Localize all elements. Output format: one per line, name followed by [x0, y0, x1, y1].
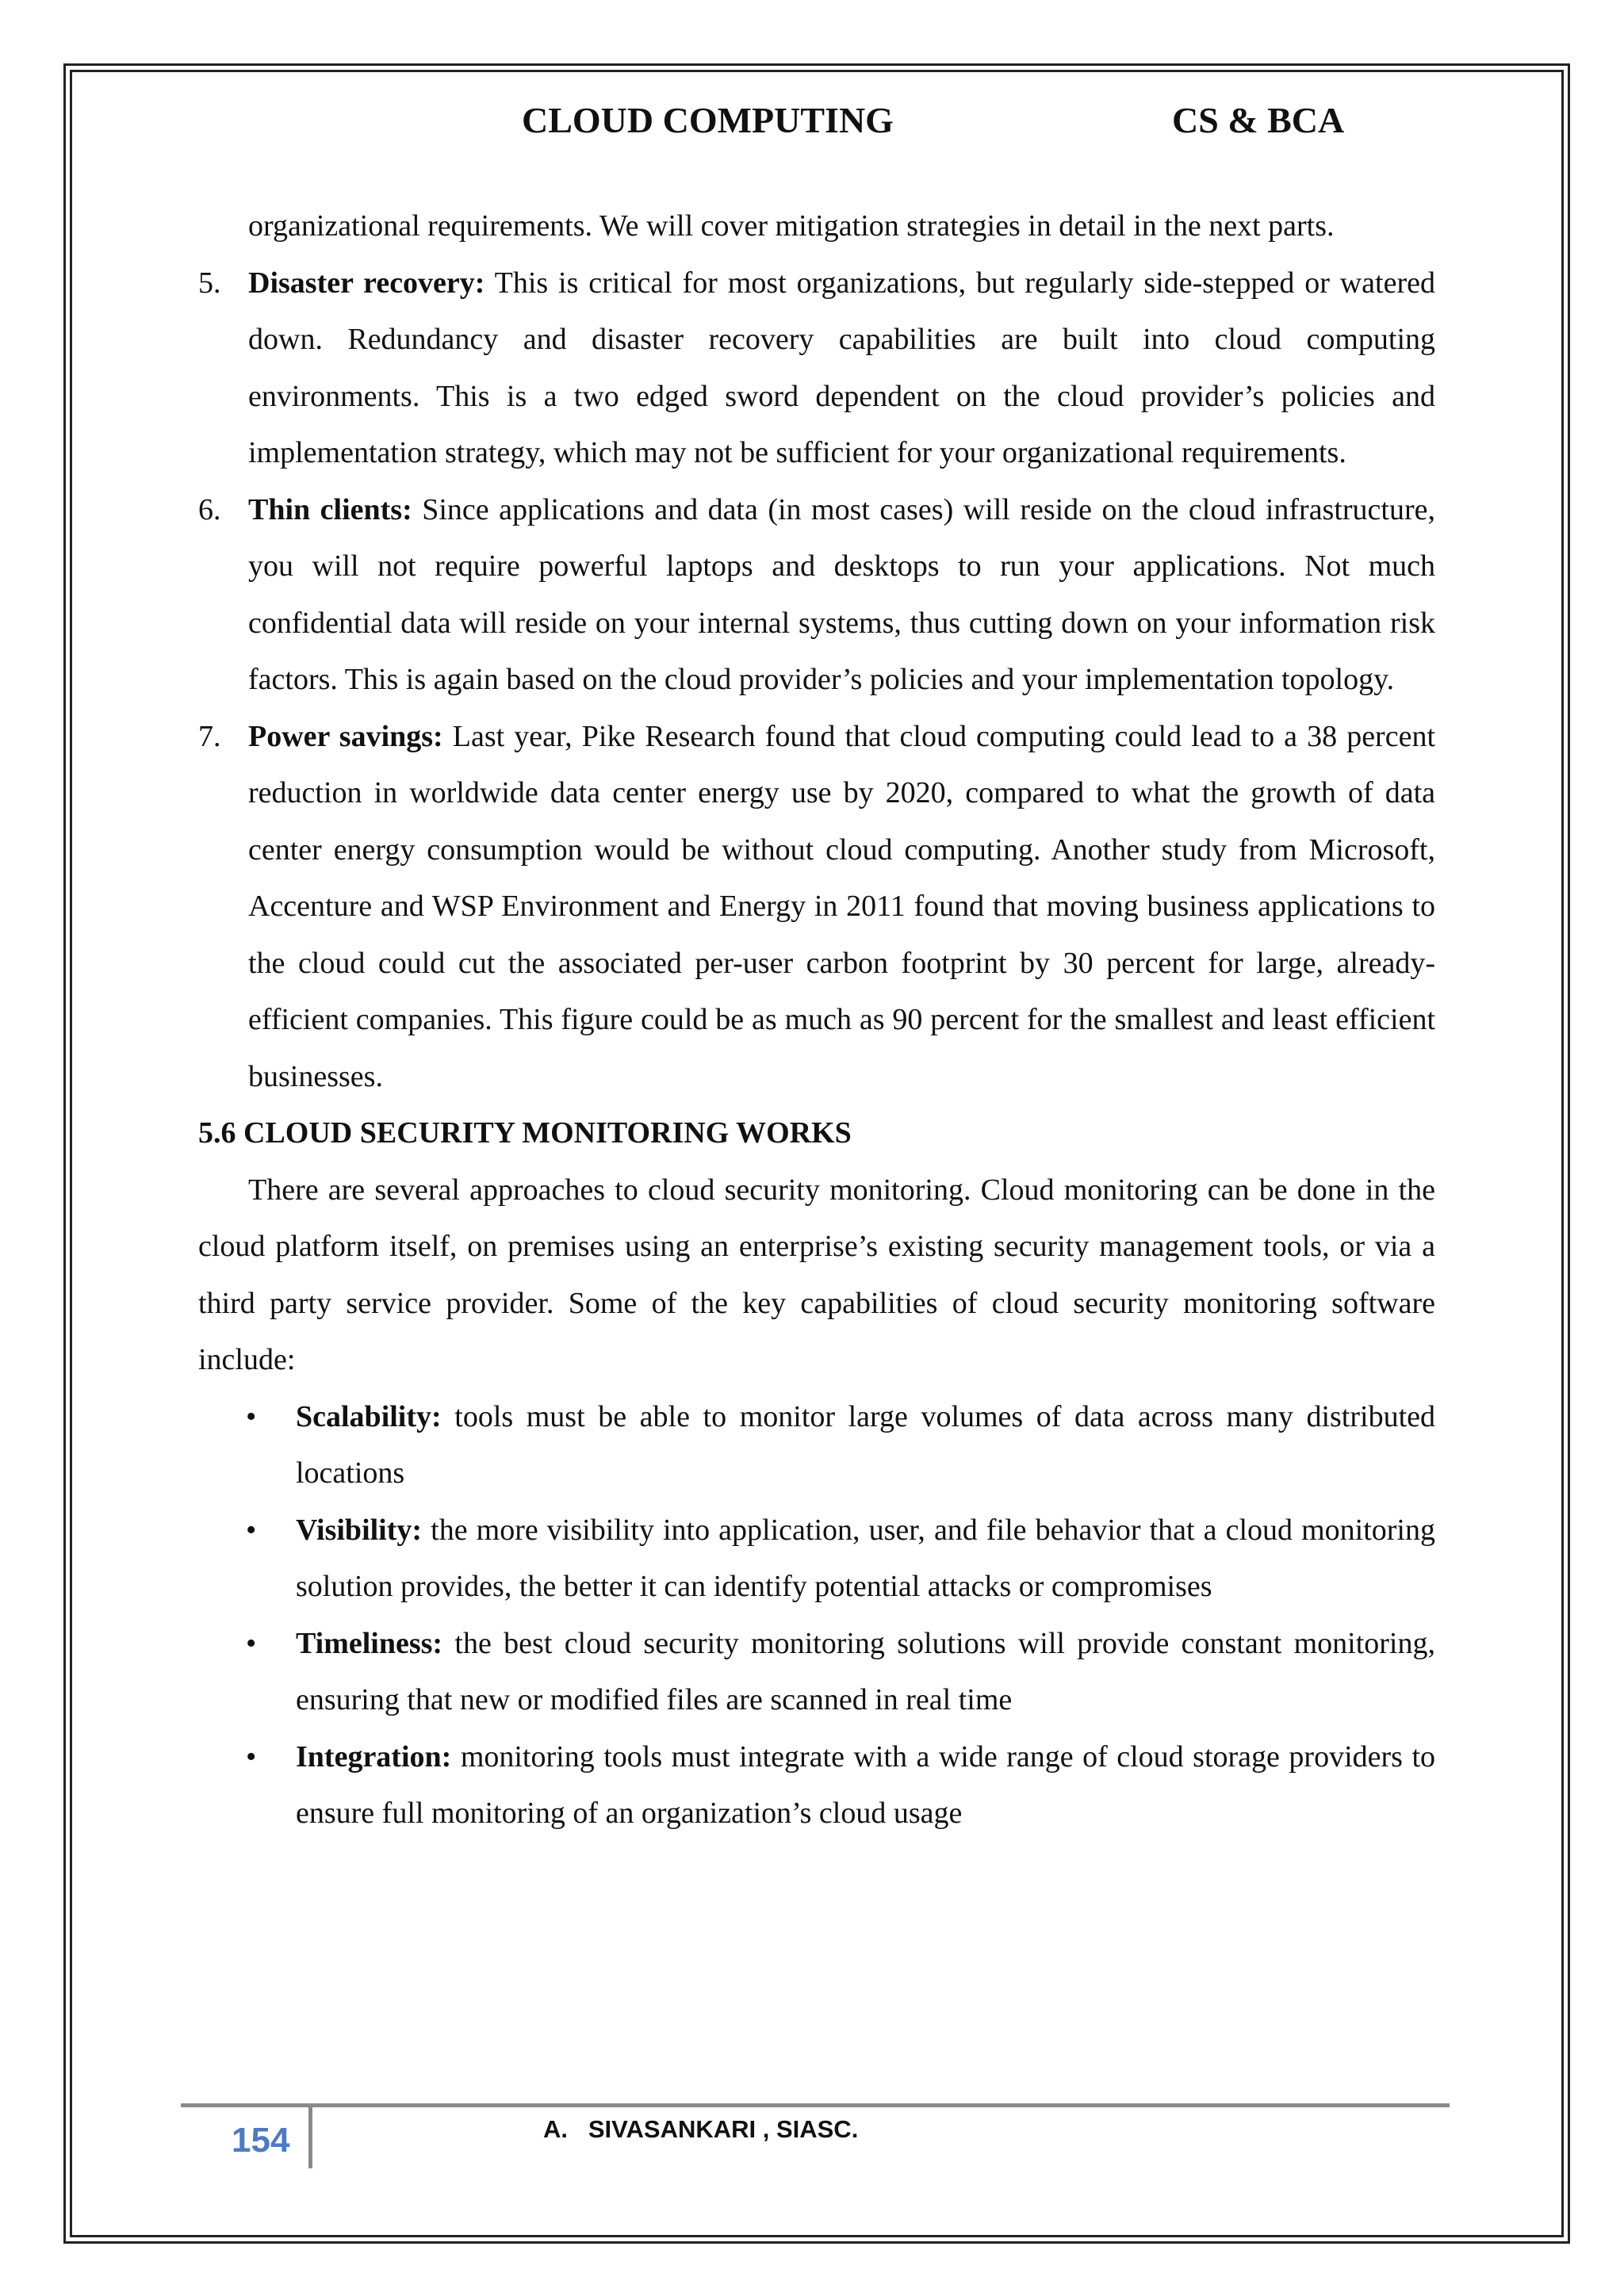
bullet-body — [296, 1389, 1435, 1502]
footer-rule — [181, 2103, 1450, 2107]
bullet-item-visibility — [198, 1502, 1435, 1616]
bullet-term: Integration: — [296, 1739, 452, 1774]
bullet-term: Timeliness: — [296, 1626, 443, 1660]
list-number: 7. — [198, 719, 221, 753]
page-content — [198, 198, 1435, 1843]
bullet-body — [296, 1729, 1435, 1843]
header-subject: CLOUD COMPUTING — [522, 100, 894, 140]
bullet-body — [296, 1502, 1435, 1616]
list-item-body — [248, 255, 1435, 482]
list-number: 5. — [198, 266, 221, 300]
page-number: 154 — [232, 2121, 290, 2160]
bullet-body — [296, 1616, 1435, 1729]
footer-divider — [308, 2105, 312, 2168]
list-text: Since applications and data (in most cases) will reside on the cloud infrastructure, you will not require powerful laptops and desktops to run your applications. Not much confidential data will reside on your internal systems, thus cutting down on your information risk factors. This is again based on the cloud provider’s policies and your implementation topology. — [248, 492, 1436, 696]
list-item-body — [248, 709, 1435, 1106]
continuation-text: organizational requirements. We will cover mitigation strategies in detail in the next parts. — [248, 209, 1335, 243]
list-term: Thin clients: — [248, 492, 412, 526]
list-number: 6. — [198, 492, 221, 526]
list-item-thin-clients — [198, 482, 1435, 709]
list-term: Power savings: — [248, 719, 443, 753]
list-text: This is critical for most organizations, but regularly side-stepped or watered down. Redundancy and disaster recovery capabilities are built into cloud computing environments. This is a two edged sword dependent on the cloud provider’s policies and implementation strategy, which may not be sufficient for your organizational requirements. — [248, 266, 1435, 469]
bullet-text: monitoring tools must integrate with a wide range of cloud storage providers to ensure full monitoring of an organization’s cloud usage — [296, 1739, 1435, 1830]
bullet-icon: • — [246, 1513, 257, 1547]
list-term: Disaster recovery: — [248, 266, 485, 300]
footer-author: A. SIVASANKARI , SIASC. — [543, 2115, 859, 2143]
section-intro: There are several approaches to cloud security monitoring. Cloud monitoring can be done in the cloud platform itself, on premises using an enterprise’s existing security management tools, or via a third party service provider. Some of the key capabilities of cloud security monitoring software include: — [198, 1173, 1435, 1376]
bullet-icon: • — [246, 1399, 257, 1433]
bullet-term: Scalability: — [296, 1399, 442, 1433]
bullet-term: Visibility: — [296, 1513, 423, 1547]
page-header — [0, 99, 1624, 155]
list-text: Last year, Pike Research found that cloud computing could lead to a 38 percent reduction in worldwide data center energy use by 2020, compared to what the growth of data center energy consumption would be without cloud computing. Another study from Microsoft, Accenture and WSP Environment and Energy in 2011 found that moving business applications to the cloud could cut the associated per-user carbon footprint by 30 percent for large, already-efficient companies. This figure could be as much as 90 percent for the smallest and least efficient businesses. — [248, 719, 1436, 1093]
section-heading: 5.6 CLOUD SECURITY MONITORING WORKS — [198, 1116, 852, 1150]
bullet-icon: • — [246, 1739, 257, 1774]
list-item-power-savings — [198, 709, 1435, 1106]
bullet-text: the best cloud security monitoring solutions will provide constant monitoring, ensuring that new or modified files are scanned in real time — [296, 1626, 1435, 1716]
bullet-item-integration — [198, 1729, 1435, 1843]
bullet-text: the more visibility into application, user, and file behavior that a cloud monitoring solution provides, the better it can identify potential attacks or compromises — [296, 1513, 1435, 1603]
bullet-icon: • — [246, 1626, 257, 1660]
list-item-disaster-recovery — [198, 255, 1435, 482]
bullet-item-scalability — [198, 1389, 1435, 1502]
bullet-text: tools must be able to monitor large volumes of data across many distributed locations — [296, 1399, 1435, 1490]
bullet-item-timeliness — [198, 1616, 1435, 1729]
header-course: CS & BCA — [1172, 100, 1345, 140]
list-item-body — [248, 482, 1435, 709]
